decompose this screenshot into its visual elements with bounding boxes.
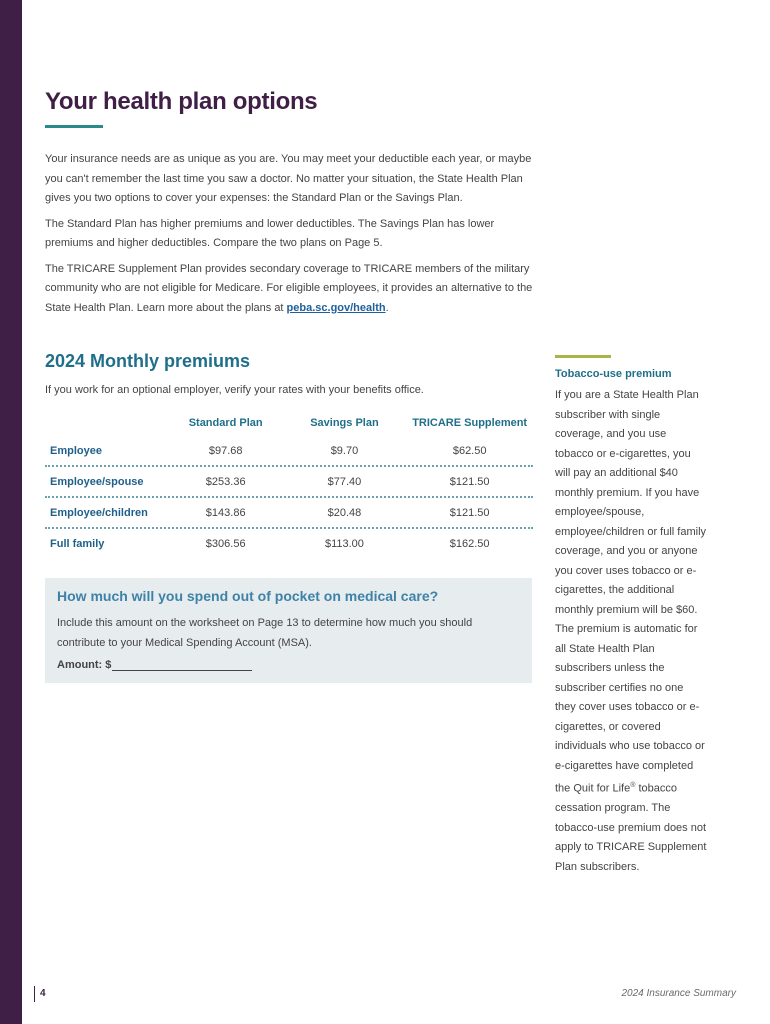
intro-paragraph-2: The Standard Plan has higher premiums and lower deductibles. The Savings Plan has lower premiums and higher deductibles. Compare the two plans on Page 5.	[45, 217, 495, 249]
table-row	[45, 529, 533, 558]
document-title: 2024 Insurance Summary	[621, 988, 736, 999]
standard-value: $143.86	[205, 506, 246, 519]
savings-value: $113.00	[324, 537, 364, 550]
intro-paragraph-3-end: .	[385, 301, 389, 314]
header-standard-plan: Standard Plan	[188, 417, 263, 429]
header-savings-plan: Savings Plan	[310, 417, 379, 429]
row-label: Employee	[50, 444, 102, 457]
tricare-value: $121.50	[449, 475, 490, 488]
header-tricare-supplement: TRICARE Supplement	[412, 417, 528, 429]
premiums-subtitle: If you work for an optional employer, verify your rates with your benefits office.	[45, 384, 424, 396]
intro-section	[45, 150, 535, 324]
row-label: Full family	[50, 537, 105, 550]
row-label: Employee/children	[50, 506, 148, 519]
amount-label: Amount: $	[57, 659, 112, 671]
row-label: Employee/spouse	[50, 475, 144, 488]
left-accent-bar	[0, 0, 22, 1024]
tobacco-premium-text	[555, 386, 707, 877]
premiums-table	[45, 410, 533, 558]
tobacco-text-main: If you are a State Health Plan subscriber with single coverage, and you use tobacco or e-cigarettes, you will pay an additional $40 monthly premium. If you have employee/spouse, employee/children or full family coverage, and you or anyone you cover uses tobacco or e-cigarettes, the additional monthly premium will be $60. The premium is automatic for all State Health Plan subscribers unless the subscriber certifies no one they cover uses tobacco or e-cigarettes, or covered individuals who use tobacco or e-cigarettes have completed the Quit for Life	[555, 389, 707, 795]
out-of-pocket-text: Include this amount on the worksheet on Page 13 to determine how much you should contribute to your Medical Spending Account (MSA).	[57, 617, 473, 649]
standard-value: $253.36	[205, 475, 246, 488]
sidebar-rule	[555, 355, 611, 358]
amount-blank-line[interactable]	[112, 670, 252, 671]
out-of-pocket-title: How much will you spend out of pocket on medical care?	[57, 588, 439, 604]
table-header-row	[45, 410, 533, 436]
peba-health-link[interactable]: peba.sc.gov/health	[286, 301, 386, 314]
out-of-pocket-callout	[45, 578, 532, 683]
page-title: Your health plan options	[45, 88, 318, 115]
savings-value: $9.70	[330, 444, 359, 457]
title-underline	[45, 125, 103, 128]
table-row	[45, 467, 533, 498]
standard-value: $97.68	[208, 444, 243, 457]
table-row	[45, 436, 533, 467]
tricare-value: $162.50	[449, 537, 490, 550]
table-row	[45, 498, 533, 529]
intro-paragraph-1: Your insurance needs are as unique as you are. You may meet your deductible each year, or maybe you can't remember the last time you saw a doctor. No matter your situation, the State Health Plan gives you two options to cover your expenses: the Standard Plan or the Savings Plan.	[45, 153, 532, 204]
registered-mark: ®	[630, 782, 636, 789]
tricare-value: $121.50	[449, 506, 490, 519]
intro-paragraph-3	[45, 260, 535, 319]
tobacco-premium-title: Tobacco-use premium	[555, 368, 672, 380]
tobacco-text-end: tobacco cessation program. The tobacco-use premium does not apply to TRICARE Supplement Plan subscribers.	[555, 782, 707, 873]
savings-value: $77.40	[327, 475, 362, 488]
premiums-title: 2024 Monthly premiums	[45, 351, 251, 371]
tricare-value: $62.50	[452, 444, 487, 457]
savings-value: $20.48	[327, 506, 362, 519]
amount-field	[57, 659, 252, 671]
page-number: 4	[34, 986, 46, 1002]
standard-value: $306.56	[205, 537, 246, 550]
intro-paragraph-3-text: The TRICARE Supplement Plan provides secondary coverage to TRICARE members of the military community who are not eligible for Medicare. For eligible employees, it provides an alternative to the State Health Plan. Learn more about the plans at	[45, 262, 533, 314]
